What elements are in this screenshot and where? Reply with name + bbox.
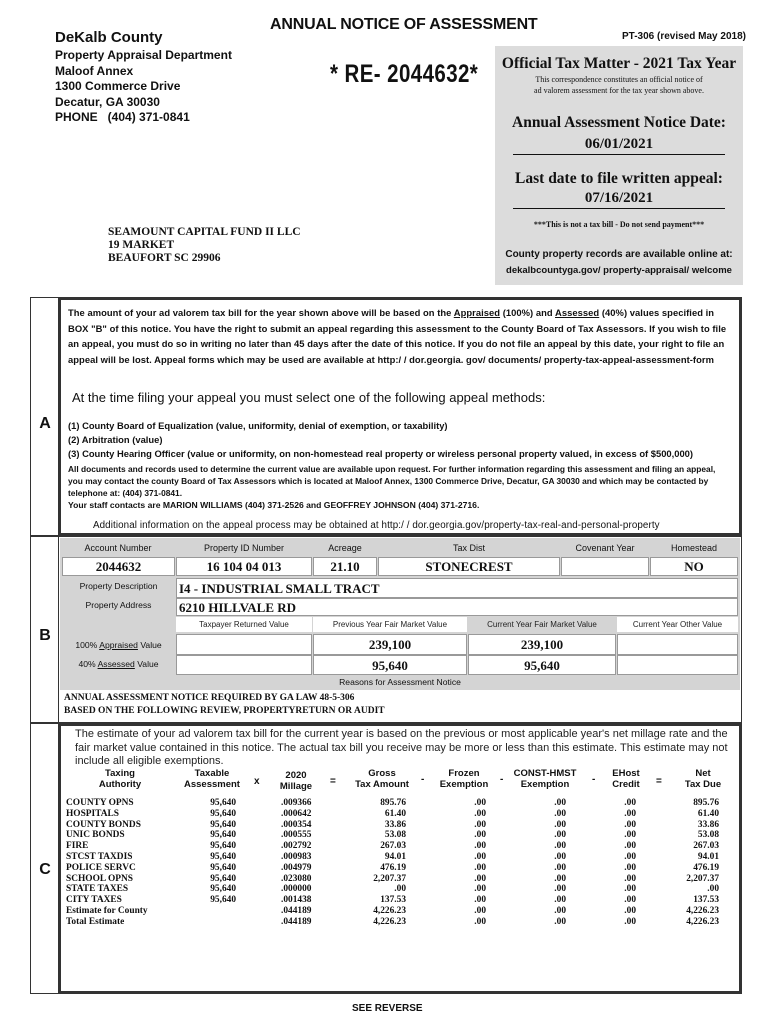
millage-column — [281, 798, 331, 928]
section-a-letter-cell — [30, 297, 58, 536]
current-year-other-value-header: Current Year Other Value — [617, 617, 738, 632]
section-b-letter: B — [39, 627, 51, 644]
section-c-letter: C — [39, 861, 51, 878]
paragraph-text: The amount of your ad valorem tax bill for the year shown above will be based on the — [68, 307, 454, 318]
owner-address — [108, 226, 301, 265]
address-line: 1300 Commerce Drive — [55, 79, 181, 93]
row-gross-cell: 94.01 — [384, 851, 406, 862]
taxing-authority-header: Taxing Authority — [98, 768, 142, 790]
row-gross-cell: 137.53 — [380, 895, 406, 906]
row-net-cell: 895.76 — [693, 798, 719, 808]
additional-info: Additional information on the appeal process may be obtained at http:/ / dor.georgia.gov/property-tax-real-and-personal-property — [93, 520, 660, 531]
row-taxable-cell — [180, 906, 236, 917]
row-const-cell: .00 — [554, 808, 566, 819]
official-subtext — [495, 74, 743, 96]
row-net-cell: 61.40 — [697, 808, 719, 819]
appraised-word: Appraised — [99, 640, 138, 650]
row-frozen-cell: .00 — [474, 916, 486, 927]
row-net-cell: 137.53 — [693, 895, 719, 906]
row-gross-cell: 61.40 — [384, 808, 406, 819]
row-net-cell: 94.01 — [697, 851, 719, 862]
row-taxable-cell: 95,640 — [210, 798, 236, 808]
row-ehost-cell: .00 — [624, 798, 636, 808]
row-millage-cell: .044189 — [281, 916, 312, 927]
row-const-cell: .00 — [554, 884, 566, 895]
row-gross-cell: 4,226.23 — [373, 905, 406, 916]
gross-tax-header: Gross Tax Amount — [355, 768, 409, 790]
account-number-header: Account Number — [84, 543, 152, 553]
row-net-cell: 267.03 — [693, 841, 719, 852]
row-authority-cell: SCHOOL OPNS — [66, 873, 133, 884]
tax-estimate-paragraph: The estimate of your ad valorem tax bill for the current year is based on the previous or most applicable year's net millage rate and the fair market value contained in this notice. The actual tax bill you receive may be more or less than this estimate. This estimate may not include all eligible exemptions. — [75, 728, 728, 767]
section-b-letter-cell — [30, 536, 58, 723]
assessed-term: Assessed — [555, 307, 600, 318]
row-taxable-cell: 95,640 — [210, 884, 236, 895]
office-address — [55, 48, 232, 126]
staff-contacts: Your staff contacts are MARION WILLIAMS (404) 371-2526 and GEOFFREY JOHNSON (404) 371-2716. — [68, 500, 480, 510]
row-millage-cell: .000555 — [281, 830, 312, 841]
row-gross-cell: 476.19 — [380, 862, 406, 873]
row-taxable-cell: 95,640 — [210, 819, 236, 830]
row-millage-cell: .004979 — [281, 862, 312, 873]
row-frozen-cell: .00 — [474, 851, 486, 862]
net-tax-due-header: Net Tax Due — [684, 768, 722, 790]
row-frozen-cell: .00 — [474, 862, 486, 873]
property-address-value: 6210 HILLVALE RD — [176, 598, 738, 616]
ehost-credit-column — [590, 798, 636, 928]
acreage-value: 21.10 — [313, 557, 377, 576]
reason-line: BASED ON THE FOLLOWING REVIEW, PROPERTYRETURN OR AUDIT — [64, 706, 385, 716]
row-taxable-cell: 95,640 — [210, 895, 236, 906]
online-records-label: County property records are available online at: — [505, 249, 733, 260]
row-millage-cell: .023080 — [281, 873, 312, 884]
row-const-cell: .00 — [554, 851, 566, 862]
row-authority-cell: STATE TAXES — [66, 884, 129, 895]
tax-dist-header: Tax Dist — [452, 543, 485, 553]
reason-line: ANNUAL ASSESSMENT NOTICE REQUIRED BY GA LAW 48-5-306 — [64, 693, 355, 703]
row-ehost-cell: .00 — [624, 851, 636, 862]
row-authority-cell: Estimate for County — [66, 905, 148, 916]
row-ehost-cell: .00 — [624, 841, 636, 852]
appeal-method-3: (3) County Hearing Officer (value or uniformity, on non-homestead real property or wireless personal property valued, in excess of $500,000) — [68, 448, 693, 459]
taxpayer-returned-appraised — [176, 634, 312, 655]
row-authority-cell: UNIC BONDS — [66, 830, 125, 841]
frozen-exemption-header: Frozen Exemption — [439, 768, 489, 790]
notice-date: 06/01/2021 — [513, 136, 725, 155]
row-millage-cell: .000000 — [281, 884, 312, 895]
appeal-method-1: (1) County Board of Equalization (value, uniformity, denial of exemption, or taxability) — [68, 420, 448, 431]
row-frozen-cell: .00 — [474, 884, 486, 895]
row-gross-cell: 4,226.23 — [373, 916, 406, 927]
const-hmst-exemption-header: CONST-HMST Exemption — [513, 768, 577, 790]
multiply-operator: x — [254, 776, 260, 787]
minus-operator: - — [592, 774, 596, 785]
row-net-cell: .00 — [707, 884, 719, 895]
row-authority-cell: Total Estimate — [66, 916, 125, 927]
row-millage-cell: .002792 — [281, 841, 312, 852]
row-millage-cell: .000983 — [281, 851, 312, 862]
frozen-exemption-column — [440, 798, 486, 928]
homestead-header: Homestead — [670, 543, 718, 553]
form-code: PT-306 (revised May 2018) — [622, 31, 746, 42]
row-gross-cell: 267.03 — [380, 841, 406, 852]
row-const-cell: .00 — [554, 841, 566, 852]
row-taxable-cell: 95,640 — [210, 830, 236, 841]
row-ehost-cell: .00 — [624, 873, 636, 884]
address-line: Decatur, GA 30030 — [55, 94, 160, 109]
account-barcode-text: * RE- 2044632* — [330, 60, 479, 88]
paragraph-text: (40%) values specified in BOX "B" of this notice. You have the right to submit an appeal regarding this assessment to the County Board of Tax Assessors. If you wish to file an appeal, you must do so in writing no later than 45 days after the date of this notice. If you do not file an appeal by this date, your right to file an appeal will be lost. Appeal forms which may be used are available at http:/ / dor.georgia. gov/ documents/ property-tax-appeal-assessment-form — [68, 307, 727, 365]
row-millage-cell: .044189 — [281, 905, 312, 916]
property-description-label: Property Description — [79, 581, 158, 591]
row-authority-cell: POLICE SERVC — [66, 862, 136, 873]
paragraph-text: (100%) and — [500, 307, 556, 318]
property-id-header: Property ID Number — [203, 543, 285, 553]
row-const-cell: .00 — [554, 905, 566, 916]
current-year-assessed: 95,640 — [468, 655, 616, 675]
appeal-deadline-label: Last date to file written appeal: — [515, 170, 723, 187]
online-records-url[interactable]: dekalbcountyga.gov/ property-appraisal/ welcome — [506, 265, 732, 276]
row-taxable-cell: 95,640 — [210, 851, 236, 862]
row-authority-cell: FIRE — [66, 841, 89, 852]
taxing-authority-column — [66, 798, 186, 928]
assessed-word: Assessed — [97, 659, 135, 669]
address-line: Property Appraisal Department — [55, 48, 232, 62]
previous-year-appraised: 239,100 — [313, 634, 467, 655]
tax-dist-value: STONECREST — [378, 557, 560, 576]
row-authority-cell: COUNTY OPNS — [66, 798, 134, 808]
property-id-value: 16 104 04 013 — [176, 557, 312, 576]
minus-operator: - — [500, 774, 504, 785]
row-const-cell: .00 — [554, 819, 566, 830]
appeal-rights-paragraph — [68, 305, 728, 367]
row-net-cell: 476.19 — [693, 862, 719, 873]
row-authority-cell: COUNTY BONDS — [66, 819, 141, 830]
covenant-year-value — [561, 557, 649, 576]
row-ehost-cell: .00 — [624, 808, 636, 819]
property-description-value: I4 - INDUSTRIAL SMALL TRACT — [176, 578, 738, 598]
notice-date-label: Annual Assessment Notice Date: — [512, 114, 726, 131]
current-year-fmv-header: Current Year Fair Market Value — [487, 620, 597, 629]
row-ehost-cell: .00 — [624, 830, 636, 841]
row-const-cell: .00 — [554, 873, 566, 884]
homestead-value: NO — [650, 557, 738, 576]
taxable-assessment-header: Taxable Assessment — [184, 768, 240, 790]
row-const-cell: .00 — [554, 916, 566, 927]
assessed-pct: 40% — [78, 659, 98, 669]
owner-line: 19 MARKET — [108, 239, 175, 251]
acreage-header: Acreage — [328, 543, 362, 553]
row-authority-cell: HOSPITALS — [66, 808, 119, 819]
minus-operator: - — [421, 774, 425, 785]
official-subtext-line: ad valorem assessment for the tax year shown above. — [534, 86, 704, 95]
row-ehost-cell: .00 — [624, 905, 636, 916]
reasons-label: Reasons for Assessment Notice — [339, 677, 461, 687]
row-ehost-cell: .00 — [624, 862, 636, 873]
phone-line: PHONE (404) 371-0841 — [55, 110, 190, 124]
row-frozen-cell: .00 — [474, 808, 486, 819]
document-title: ANNUAL NOTICE OF ASSESSMENT — [270, 16, 538, 33]
row-frozen-cell: .00 — [474, 841, 486, 852]
taxable-assessment-column — [180, 798, 236, 928]
see-reverse: SEE REVERSE — [352, 1003, 423, 1014]
current-year-other-assessed — [617, 655, 738, 675]
row-gross-cell: 33.86 — [384, 819, 406, 830]
appraised-value-label — [62, 640, 175, 650]
row-authority-cell: STCST TAXDIS — [66, 851, 133, 862]
row-millage-cell: .000354 — [281, 819, 312, 830]
row-const-cell: .00 — [554, 830, 566, 841]
row-net-cell: 53.08 — [697, 830, 719, 841]
appraised-pct: 100% — [75, 640, 100, 650]
equals-operator: = — [656, 776, 662, 787]
documents-info: All documents and records used to determine the current value are available upon request. For further information regarding this assessment and filing an appeal, you may contact the county Board of Tax Assessors which is located at Maloof Annex, 1300 Commerce Drive, Decatur, GA 30030 and which may be contacted by telephone at: (404) 371-0841. — [68, 464, 716, 498]
appraised-term: Appraised — [453, 307, 501, 318]
assessed-suffix: Value — [134, 659, 159, 669]
row-const-cell: .00 — [554, 895, 566, 906]
section-c-letter-cell — [30, 723, 58, 994]
row-net-cell: 4,226.23 — [686, 905, 719, 916]
row-const-cell: .00 — [554, 862, 566, 873]
net-tax-due-column — [660, 798, 719, 928]
row-authority-cell: CITY TAXES — [66, 895, 122, 906]
row-frozen-cell: .00 — [474, 905, 486, 916]
row-net-cell: 2,207.37 — [686, 873, 719, 884]
current-year-other-appraised — [617, 634, 738, 655]
appeal-methods-heading: At the time filing your appeal you must select one of the following appeal methods: — [72, 390, 546, 405]
taxpayer-returned-assessed — [176, 655, 312, 675]
row-taxable-cell — [180, 917, 236, 928]
row-taxable-cell: 95,640 — [210, 862, 236, 873]
owner-line: SEAMOUNT CAPITAL FUND II LLC — [108, 226, 301, 238]
row-gross-cell: .00 — [394, 884, 406, 895]
row-gross-cell: 2,207.37 — [373, 873, 406, 884]
account-number-value: 2044632 — [62, 557, 175, 576]
taxpayer-returned-value-header: Taxpayer Returned Value — [176, 617, 312, 632]
row-taxable-cell: 95,640 — [210, 841, 236, 852]
row-taxable-cell: 95,640 — [210, 873, 236, 884]
row-taxable-cell: 95,640 — [210, 808, 236, 819]
equals-operator: = — [330, 776, 336, 787]
property-address-label: Property Address — [85, 600, 152, 610]
row-ehost-cell: .00 — [624, 916, 636, 927]
official-tax-matter: Official Tax Matter - 2021 Tax Year — [501, 55, 737, 72]
row-frozen-cell: .00 — [474, 798, 486, 808]
row-net-cell: 33.86 — [697, 819, 719, 830]
current-year-appraised: 239,100 — [468, 634, 616, 655]
ehost-credit-header: EHost Credit — [612, 768, 640, 790]
const-hmst-column — [520, 798, 566, 928]
row-frozen-cell: .00 — [474, 830, 486, 841]
section-a-letter: A — [39, 415, 51, 432]
previous-year-assessed: 95,640 — [313, 655, 467, 675]
previous-year-fmv-header: Previous Year Fair Market Value — [313, 617, 467, 632]
row-ehost-cell: .00 — [624, 884, 636, 895]
row-frozen-cell: .00 — [474, 819, 486, 830]
official-subtext-line: This correspondence constitutes an official notice of — [535, 75, 703, 84]
covenant-year-header: Covenant Year — [575, 543, 635, 553]
not-a-bill-notice: ***This is not a tax bill - Do not send payment*** — [533, 220, 705, 229]
gross-tax-column — [340, 798, 406, 928]
address-line: Maloof Annex — [55, 63, 134, 78]
owner-line: BEAUFORT SC 29906 — [108, 252, 221, 264]
row-const-cell: .00 — [554, 798, 566, 808]
row-frozen-cell: .00 — [474, 895, 486, 906]
assessed-value-label — [62, 659, 175, 669]
millage-header: 2020 Millage — [279, 770, 313, 792]
appeal-deadline-date: 07/16/2021 — [513, 190, 725, 209]
row-net-cell: 4,226.23 — [686, 916, 719, 927]
row-millage-cell: .001438 — [281, 895, 312, 906]
county-name: DeKalb County — [55, 29, 163, 46]
row-ehost-cell: .00 — [624, 895, 636, 906]
appeal-method-2: (2) Arbitration (value) — [68, 434, 163, 445]
row-gross-cell: 53.08 — [384, 830, 406, 841]
row-millage-cell: .000642 — [281, 808, 312, 819]
appraised-suffix: Value — [137, 640, 162, 650]
row-millage-cell: .009366 — [281, 798, 312, 808]
row-frozen-cell: .00 — [474, 873, 486, 884]
row-ehost-cell: .00 — [624, 819, 636, 830]
row-gross-cell: 895.76 — [380, 798, 406, 808]
